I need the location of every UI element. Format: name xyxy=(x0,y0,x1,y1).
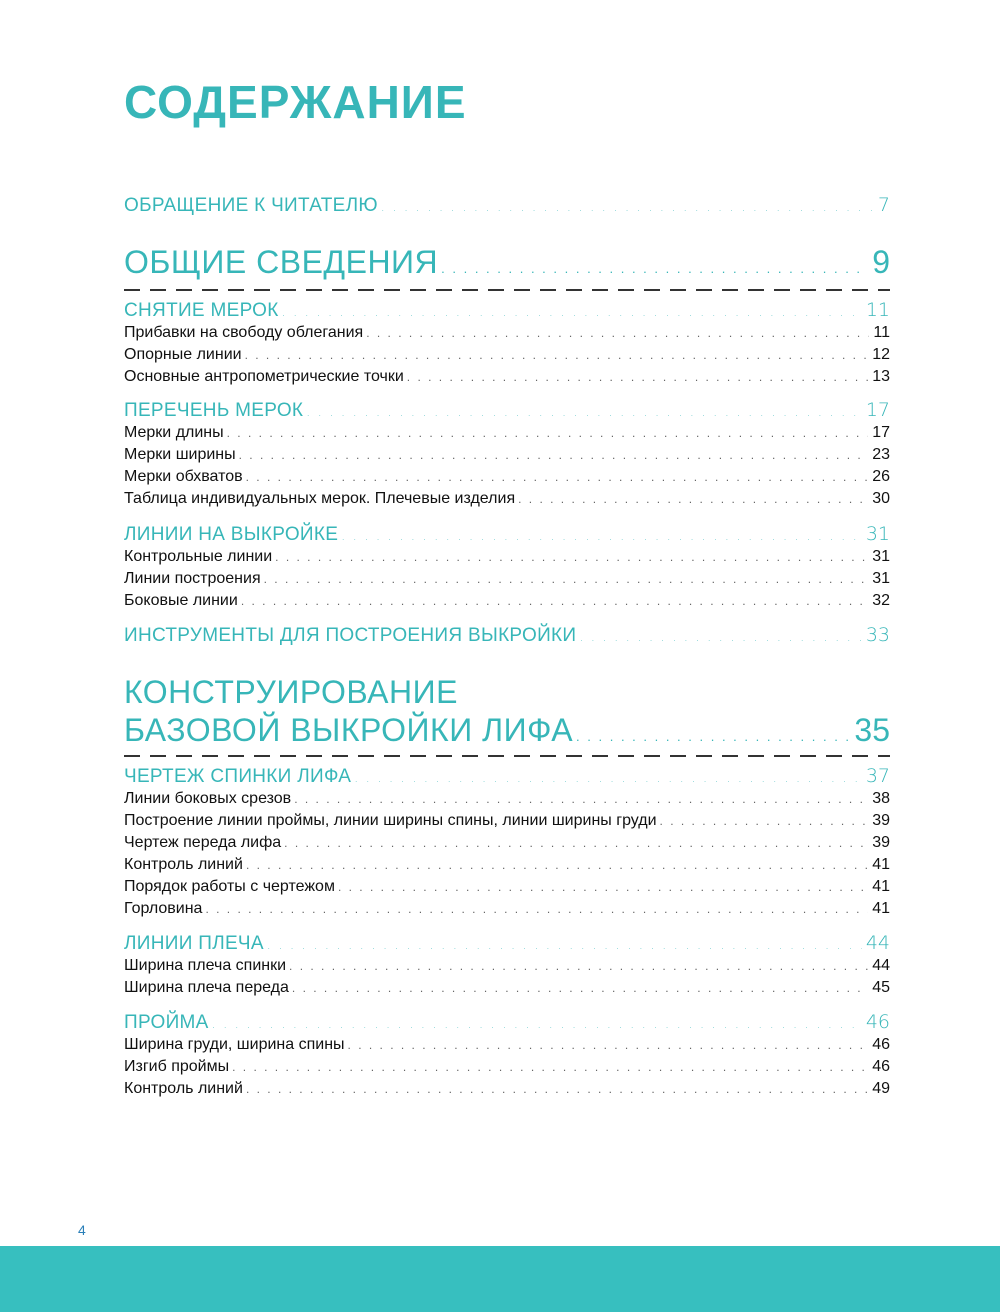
leader-dots xyxy=(294,789,868,809)
toc-item[interactable] xyxy=(124,367,890,387)
toc-section-label: СНЯТИЕ МЕРОК xyxy=(124,300,279,321)
toc-item-page: 13 xyxy=(872,368,890,385)
toc-item-label: Мерки длины xyxy=(124,424,224,441)
toc-section-page: 17 xyxy=(865,399,890,421)
toc-section-pattern-lines[interactable] xyxy=(124,522,890,546)
toc-item-page: 41 xyxy=(872,856,890,873)
toc-item-label: Порядок работы с чертежом xyxy=(124,878,335,895)
toc-item[interactable] xyxy=(124,789,890,809)
toc-entry-page: 7 xyxy=(877,194,890,216)
leader-dots xyxy=(292,978,868,998)
toc-section-label: ЛИНИИ НА ВЫКРОЙКЕ xyxy=(124,524,339,545)
toc-section-label: ПРОЙМА xyxy=(124,1012,209,1033)
leader-dots xyxy=(282,300,862,324)
toc-section-armhole[interactable] xyxy=(124,1010,890,1034)
toc-section-tools[interactable] xyxy=(124,623,890,647)
leader-dots xyxy=(341,524,862,548)
dashed-divider xyxy=(124,287,890,291)
leader-dots xyxy=(239,445,869,465)
toc-item-page: 32 xyxy=(872,592,890,609)
toc-item-label: Опорные линии xyxy=(124,346,242,363)
toc-entry-label: ОБРАЩЕНИЕ К ЧИТАТЕЛЮ xyxy=(124,195,378,216)
toc-entry-intro[interactable] xyxy=(124,193,890,217)
toc-section-shoulder-lines[interactable] xyxy=(124,931,890,955)
toc-item-label: Построение линии проймы, линии ширины спины, линии ширины груди xyxy=(124,812,657,829)
toc-item[interactable] xyxy=(124,1057,890,1077)
leader-dots xyxy=(212,1012,862,1036)
leader-dots xyxy=(441,250,868,288)
toc-section-page: 46 xyxy=(865,1011,890,1033)
toc-part-bodice[interactable] xyxy=(124,711,890,749)
toc-item[interactable] xyxy=(124,833,890,853)
toc-part-label: БАЗОВОЙ ВЫКРОЙКИ ЛИФА xyxy=(124,712,574,748)
toc-item-label: Боковые линии xyxy=(124,592,238,609)
toc-item-page: 45 xyxy=(872,979,890,996)
leader-dots xyxy=(381,195,874,219)
toc-section-back-drawing[interactable] xyxy=(124,764,890,788)
toc-item-label: Линии построения xyxy=(124,570,261,587)
toc-item[interactable] xyxy=(124,467,890,487)
leader-dots xyxy=(338,877,868,897)
toc-item-page: 23 xyxy=(872,446,890,463)
toc-item[interactable] xyxy=(124,323,890,343)
toc-item[interactable] xyxy=(124,445,890,465)
toc-item-label: Горловина xyxy=(124,900,203,917)
toc-item[interactable] xyxy=(124,1079,890,1099)
toc-item-label: Контроль линий xyxy=(124,1080,243,1097)
toc-section-measurements[interactable] xyxy=(124,298,890,322)
toc-item-page: 49 xyxy=(872,1080,890,1097)
dashed-divider xyxy=(124,753,890,757)
toc-section-page: 31 xyxy=(865,523,890,545)
toc-item-page: 41 xyxy=(872,900,890,917)
toc-item-label: Основные антропометрические точки xyxy=(124,368,404,385)
leader-dots xyxy=(246,855,868,875)
toc-part-page: 9 xyxy=(872,244,890,280)
leader-dots xyxy=(267,933,862,957)
leader-dots xyxy=(518,489,868,509)
toc-item-page: 31 xyxy=(872,570,890,587)
toc-item-page: 38 xyxy=(872,790,890,807)
toc-part-page: 35 xyxy=(854,712,890,748)
leader-dots xyxy=(354,766,862,790)
leader-dots xyxy=(284,833,868,853)
toc-section-page: 33 xyxy=(865,624,890,646)
leader-dots xyxy=(246,1079,868,1099)
leader-dots xyxy=(348,1035,869,1055)
toc-item[interactable] xyxy=(124,423,890,443)
toc-item[interactable] xyxy=(124,811,890,831)
toc-item-page: 46 xyxy=(872,1036,890,1053)
toc-item[interactable] xyxy=(124,489,890,509)
toc-item-label: Таблица индивидуальных мерок. Плечевые изделия xyxy=(124,490,516,507)
toc-item-page: 30 xyxy=(872,490,890,507)
toc-item-label: Мерки обхватов xyxy=(124,468,243,485)
leader-dots xyxy=(275,547,868,567)
toc-section-page: 37 xyxy=(865,765,890,787)
toc-item-page: 11 xyxy=(873,324,890,341)
toc-part-general[interactable] xyxy=(124,243,890,281)
toc-item-label: Ширина груди, ширина спины xyxy=(124,1036,345,1053)
toc-item-page: 17 xyxy=(872,424,890,441)
toc-section-label: ПЕРЕЧЕНЬ МЕРОК xyxy=(124,400,304,421)
toc-item[interactable] xyxy=(124,899,890,919)
toc-part-label: ОБЩИЕ СВЕДЕНИЯ xyxy=(124,244,439,280)
toc-item[interactable] xyxy=(124,978,890,998)
toc-item-page: 44 xyxy=(872,957,890,974)
page-number: 4 xyxy=(78,1222,86,1238)
toc-item[interactable] xyxy=(124,345,890,365)
leader-dots xyxy=(579,625,861,649)
leader-dots xyxy=(245,345,869,365)
page-title: СОДЕРЖАНИЕ xyxy=(124,76,467,128)
toc-item-page: 46 xyxy=(872,1058,890,1075)
leader-dots xyxy=(264,569,869,589)
leader-dots xyxy=(366,323,869,343)
leader-dots xyxy=(232,1057,868,1077)
toc-section-measure-list[interactable] xyxy=(124,398,890,422)
toc-item-label: Ширина плеча переда xyxy=(124,979,289,996)
toc-item-label: Чертеж переда лифа xyxy=(124,834,282,851)
toc-item[interactable] xyxy=(124,956,890,976)
toc-section-page: 11 xyxy=(865,299,890,321)
toc-item[interactable] xyxy=(124,855,890,875)
leader-dots xyxy=(576,718,850,756)
leader-dots xyxy=(660,811,869,831)
leader-dots xyxy=(407,367,868,387)
footer-bar xyxy=(0,1246,1000,1312)
leader-dots xyxy=(205,899,868,919)
toc-item-page: 39 xyxy=(872,812,890,829)
toc-item[interactable] xyxy=(124,591,890,611)
toc-item-page: 12 xyxy=(872,346,890,363)
toc-item-page: 41 xyxy=(872,878,890,895)
toc-item-label: Мерки ширины xyxy=(124,446,236,463)
toc-item-page: 39 xyxy=(872,834,890,851)
toc-section-label: ЛИНИИ ПЛЕЧА xyxy=(124,933,264,954)
leader-dots xyxy=(241,591,868,611)
toc-section-page: 44 xyxy=(865,932,890,954)
toc-item-page: 26 xyxy=(872,468,890,485)
toc-item-page: 31 xyxy=(872,548,890,565)
leader-dots xyxy=(306,400,862,424)
leader-dots xyxy=(227,423,869,443)
toc-item-label: Линии боковых срезов xyxy=(124,790,292,807)
toc-item-label: Контрольные линии xyxy=(124,548,273,565)
toc-item[interactable] xyxy=(124,877,890,897)
leader-dots xyxy=(289,956,868,976)
toc-item[interactable] xyxy=(124,547,890,567)
toc-item-label: Изгиб проймы xyxy=(124,1058,230,1075)
toc-item-label: Контроль линий xyxy=(124,856,243,873)
toc-item[interactable] xyxy=(124,569,890,589)
toc-item[interactable] xyxy=(124,1035,890,1055)
leader-dots xyxy=(246,467,869,487)
toc-section-label: ИНСТРУМЕНТЫ ДЛЯ ПОСТРОЕНИЯ ВЫКРОЙКИ xyxy=(124,625,577,646)
toc-item-label: Прибавки на свободу облегания xyxy=(124,324,364,341)
toc-part-heading-line1: КОНСТРУИРОВАНИЕ xyxy=(124,674,458,710)
toc-section-label: ЧЕРТЕЖ СПИНКИ ЛИФА xyxy=(124,766,352,787)
toc-item-label: Ширина плеча спинки xyxy=(124,957,287,974)
